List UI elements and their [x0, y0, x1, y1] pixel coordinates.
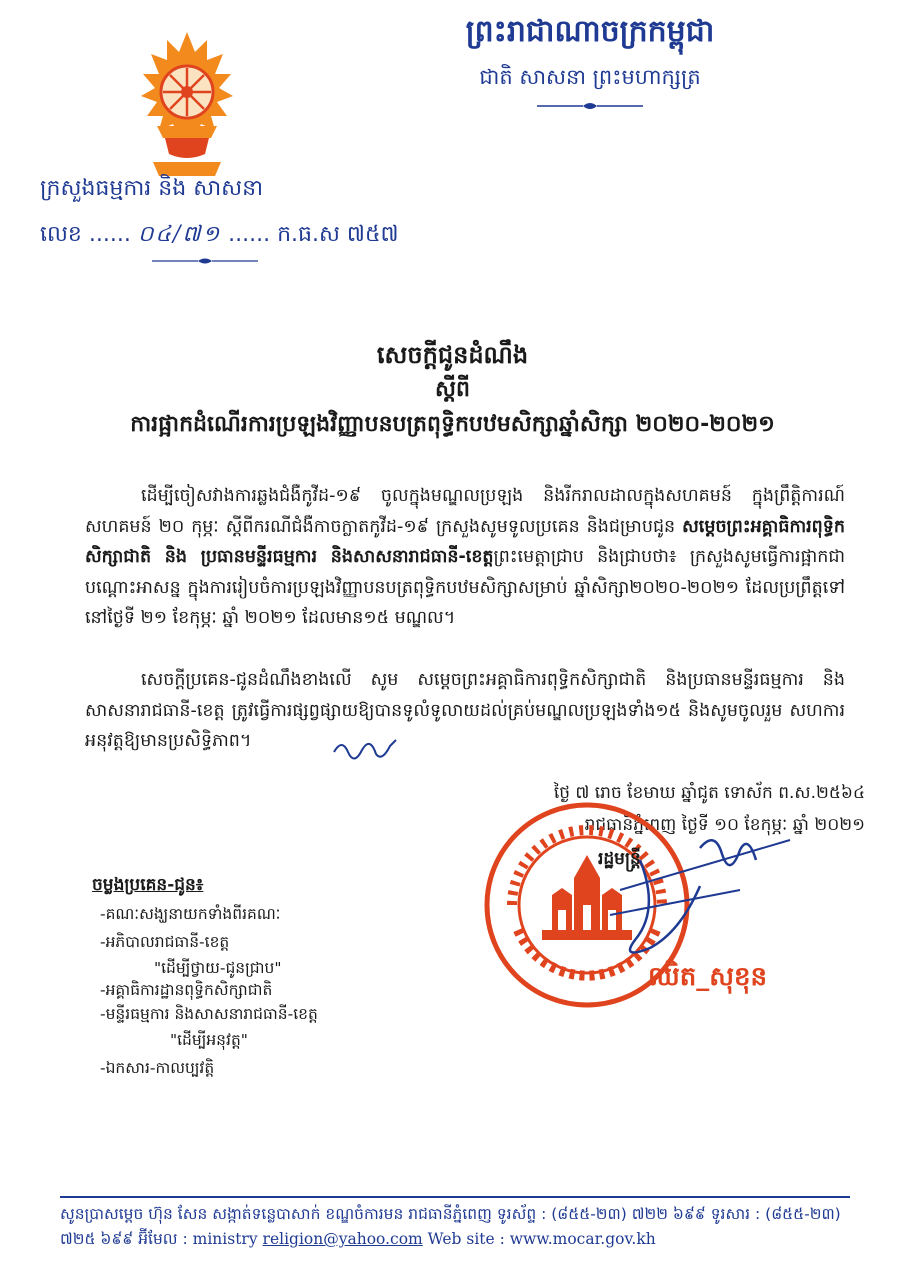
handwritten-initial-mark [330, 732, 400, 764]
ministry-name: ក្រសួងធម្មការ និង សាសនា [40, 176, 264, 201]
recipient-item: -មន្ទីរធម្មការ និងសាសនារាជធានី-ខេត្ត [100, 1005, 318, 1023]
footer-email-prefix: ministry [192, 1230, 258, 1248]
recipient-purpose: "ដើម្បីអនុវត្ត" [170, 1031, 248, 1049]
recipients-heading: ចម្លងប្រគេន-ជូន៖ [92, 875, 204, 895]
doc-number-handwritten: ០៤/៧១ [137, 222, 222, 247]
document-number: លេខ ...... ០៤/៧១ ...... ក.ធ.ស ៧៥៧ [40, 222, 399, 247]
lunar-date: ថ្ងៃ ៧ រោច ខែមាឃ ឆ្នាំជូត ទោស័ក ព.ស.២៥៦៤ [553, 783, 865, 803]
notice-subject-label: ស្ដីពី [435, 377, 470, 402]
ornament-divider-small [150, 255, 260, 267]
recipient-item: -អភិបាលរាជធានី-ខេត្ត [100, 933, 230, 951]
doc-number-label: លេខ [40, 222, 82, 247]
recipient-item: -គណៈសង្ឃនាយកទាំងពីរគណៈ [100, 905, 281, 923]
minister-signature [580, 820, 810, 970]
footer-divider [60, 1196, 850, 1198]
p1-text-bold: សម្ដេចព្រះអគ្គាធិការពុទ្ធិកសិក្សាជាតិ និង ប្រធានមន្ទីរធម្មការ និងសាសនារាជធានី-ខេត្ត [85, 516, 845, 567]
ministry-emblem-icon [135, 30, 240, 180]
recipient-purpose: "ដើម្បីថ្វាយ-ជូនជ្រាប" [154, 959, 282, 977]
kingdom-heading: ព្រះរាជាណាចក្រកម្ពុជា [465, 14, 715, 49]
ornament-divider [535, 100, 645, 112]
body-paragraph-2: សេចក្ដីប្រគេន-ជូនដំណឹងខាងលើ សូម សម្ដេចព្រះអគ្គាធិការពុទ្ធិកសិក្សាជាតិ និងប្រធានមន្ទីរធម្មការ និង សាសនារាជធានី-ខេត្ត ត្រូវធ្វើការផ្សព្វផ្សាយឱ្យបានទូលំទូលាយដល់គ្រប់មណ្ឌលប្រឡងទាំង១៥ និងសូមចូលរួម សហការអនុវត្តឱ្យមានប្រសិទ្ធិភាព។ [85, 670, 845, 751]
footer-website[interactable]: Web site : www.mocar.gov.kh [427, 1230, 656, 1248]
notice-subject: ការផ្អាកដំណើរការប្រឡងវិញ្ញាបនបត្រពុទ្ធិកបឋមសិក្សាឆ្នាំសិក្សា ២០២០-២០២១ [130, 412, 775, 437]
minister-name: ឈិត_សុខុន [648, 962, 768, 992]
p1-text-start: ដើម្បីចៀសវាងការឆ្លងជំងឺកូវីដ-១៩ ចូលក្នុងមណ្ឌលប្រឡង និងរីករាលដាលក្នុងសហគមន៍ ក្នុងព្រឹត្តិការណ៍សហគមន៍ ២០ កុម្ភៈ ស្ដីពីករណីជំងឺកាចក្លាតកូវីដ-១៩ ក្រសួងសូមទូលប្រគេន និងជម្រាបជូន [85, 486, 845, 537]
footer-contact [60, 1229, 850, 1252]
body-paragraph-1 [85, 481, 845, 634]
recipient-item: -ឯកសារ-កាលប្បវត្តិ [100, 1059, 215, 1077]
footer-fax-email-label: ៧២៥ ៦៩៩ អ៊ីមែល : [60, 1230, 188, 1248]
doc-number-suffix: ក.ធ.ស ៧៥៧ [277, 222, 399, 247]
national-motto: ជាតិ សាសនា ព្រះមហាក្សត្រ [479, 65, 701, 89]
minister-title: រដ្ឋមន្ត្រី [598, 849, 641, 869]
recipient-item: -អគ្គាធិការដ្ឋានពុទ្ធិកសិក្សាជាតិ [100, 981, 273, 999]
footer-address: សូនប្រាសម្ដេច ហ៊ុន សែន សង្កាត់ទន្លេបាសាក់ ខណ្ឌចំការមន រាជធានីភ្នំពេញ ទូរស័ព្ទ : (៨៥៥-២៣) ៧២២ ៦៩៩ ទូរសារ : (៨៥៥-២៣) [60, 1205, 841, 1223]
footer-email-link[interactable]: religion@yahoo.com [262, 1230, 423, 1248]
notice-title: សេចក្ដីជូនដំណឹង [376, 341, 529, 369]
p1-text-end: ព្រះមេត្តាជ្រាប និងជ្រាបថា៖ ក្រសួងសូមធ្វើការផ្អាកជាបណ្ដោះអាសន្ន ក្នុងការរៀបចំការប្រឡងវិញ្ញាបនបត្រពុទ្ធិកបឋមសិក្សាសម្រាប់ ឆ្នាំសិក្សា២០២០-២០២១ ដែលប្រព្រឹត្តទៅនៅថ្ងៃទី ២១ ខែកុម្ភៈ ឆ្នាំ ២០២១ ដែលមាន១៥ មណ្ឌល។ [85, 547, 845, 628]
solar-date: រាជធានីភ្នំពេញ ថ្ងៃទី ១០ ខែកុម្ភៈ ឆ្នាំ ២០២១ [584, 815, 865, 835]
